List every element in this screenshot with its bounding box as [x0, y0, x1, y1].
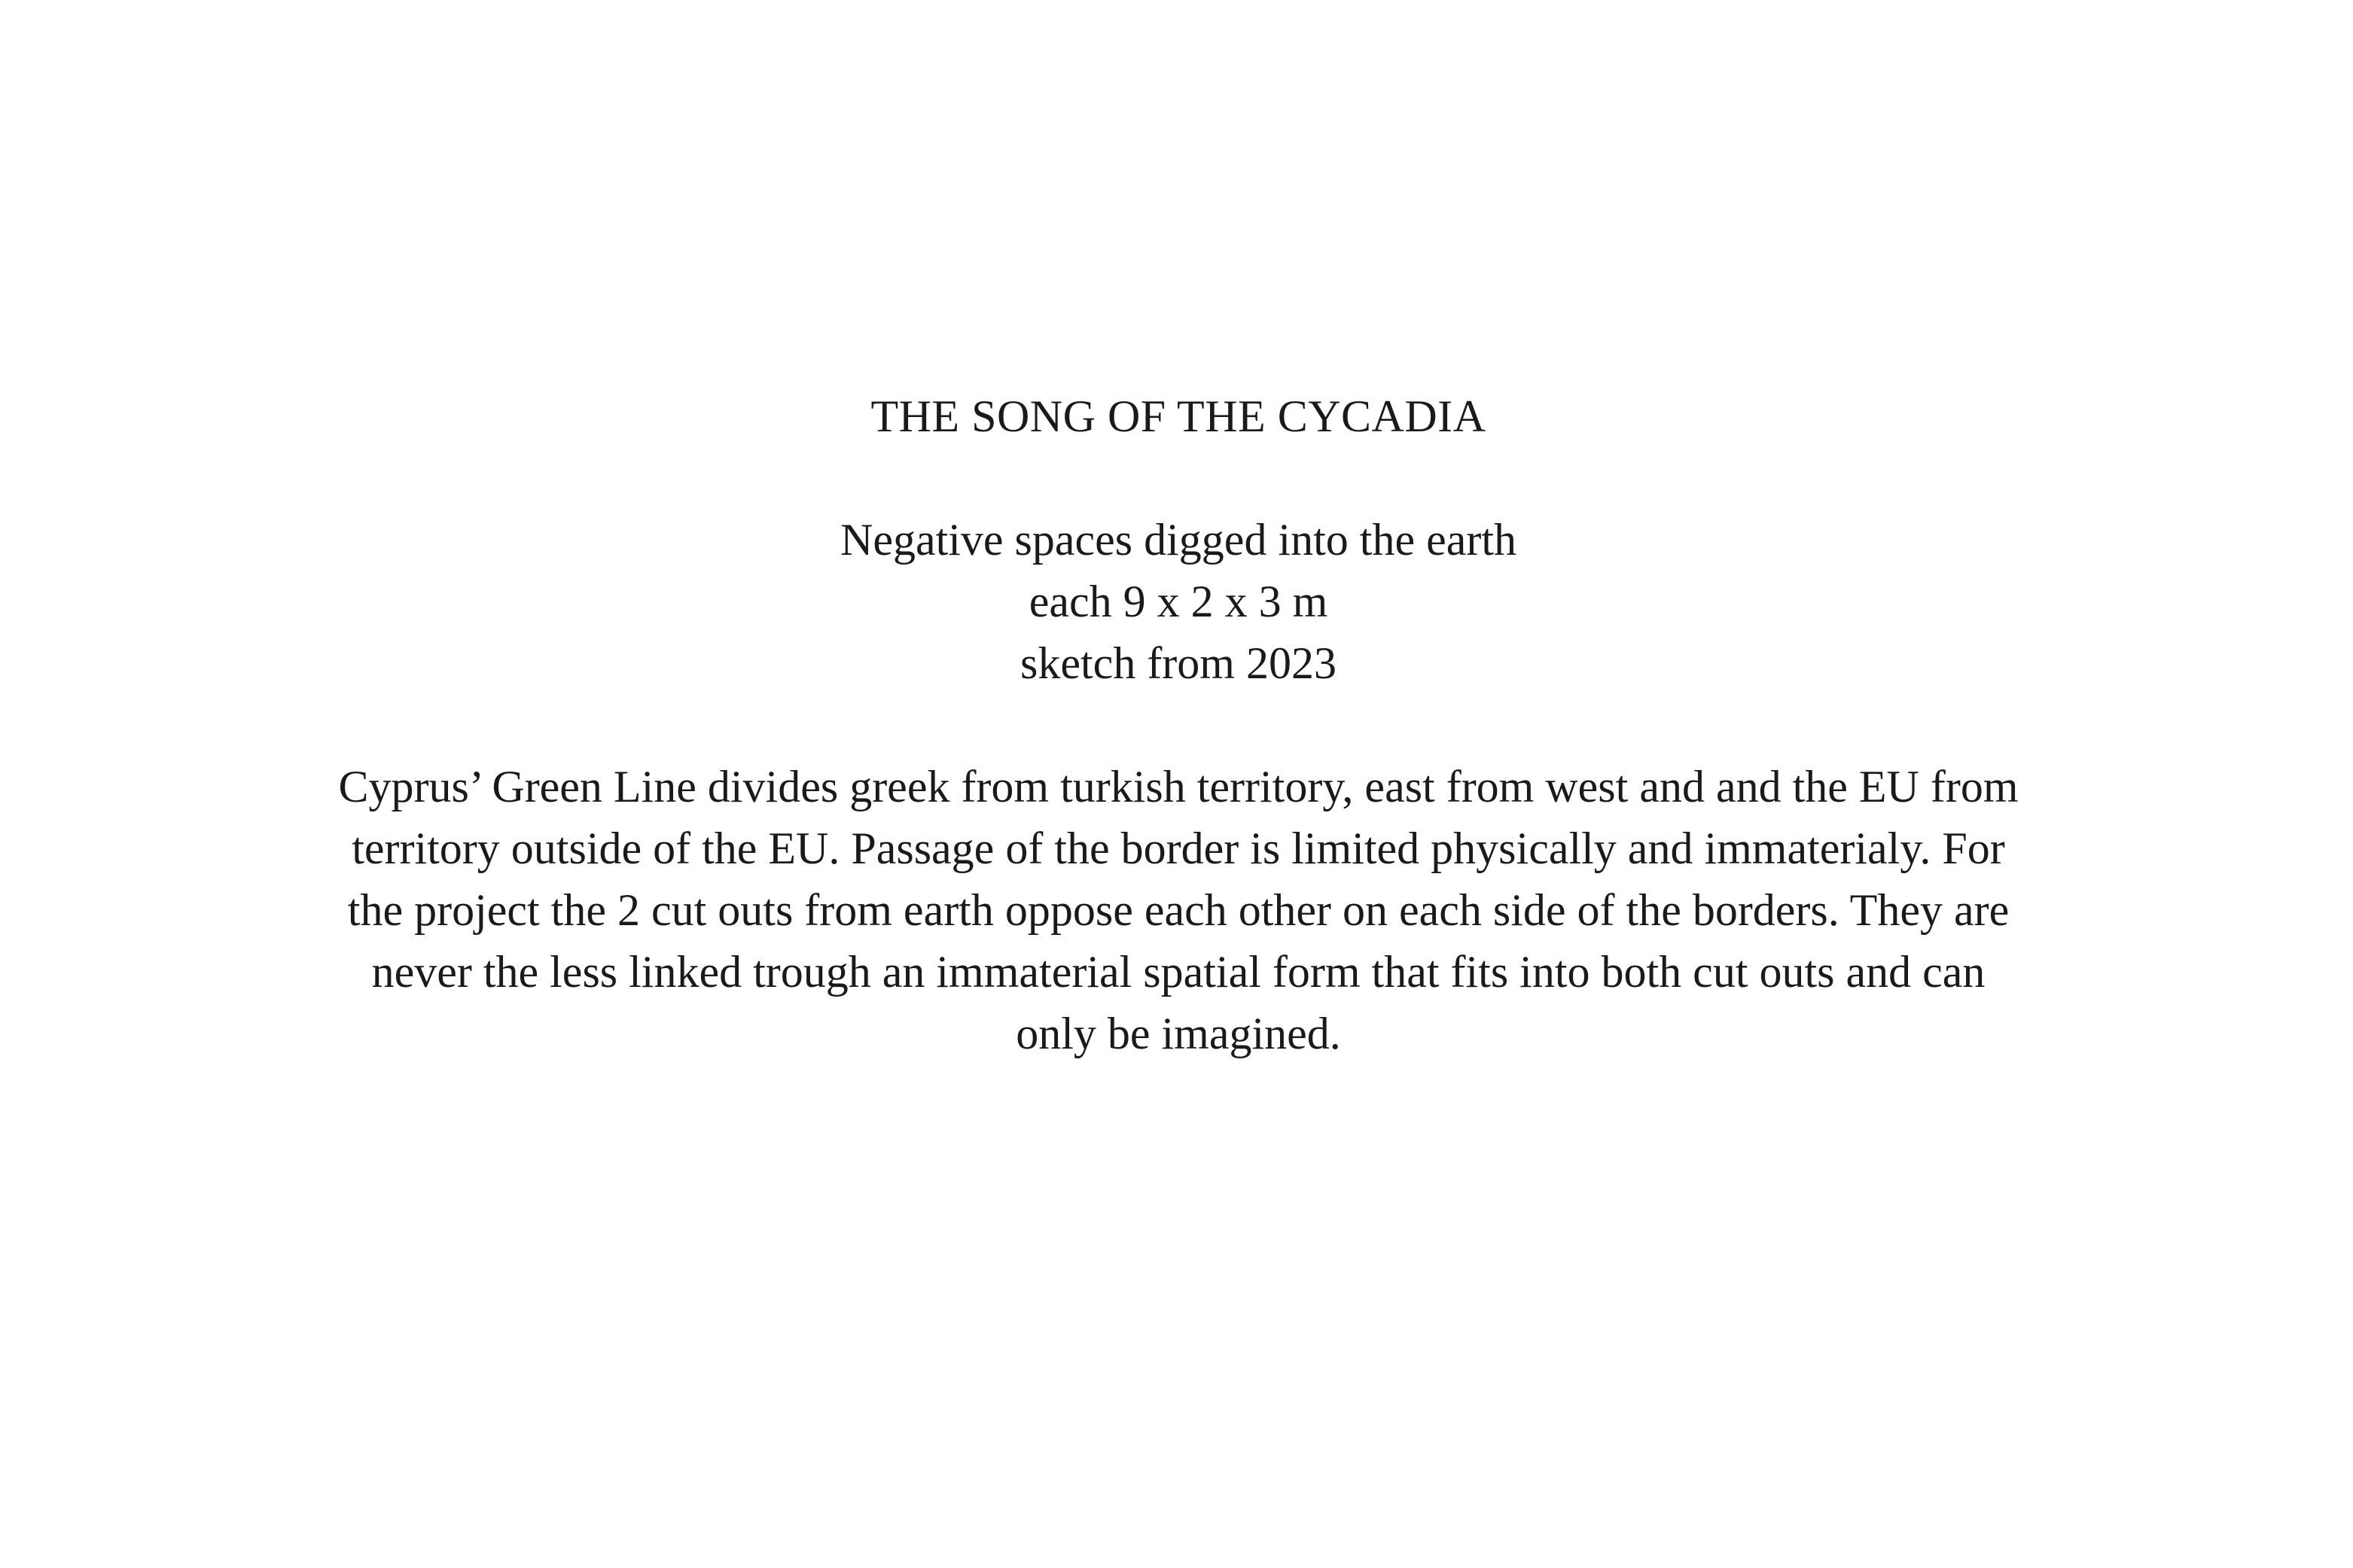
description-line: never the less linked trough an immaterial spatial form that fits into both cut outs and can — [371, 947, 1986, 997]
artwork-date: sketch from 2023 — [1020, 638, 1337, 688]
artwork-title: THE SONG OF THE CYCADIA — [870, 391, 1486, 441]
artwork-description — [286, 756, 2071, 1064]
artwork-details — [286, 509, 2071, 694]
artwork-medium: Negative spaces digged into the earth — [840, 515, 1516, 565]
description-line: the project the 2 cut outs from earth oppose each other on each side of the borders. They are — [347, 885, 2010, 935]
description-line: only be imagined. — [1016, 1009, 1341, 1058]
artwork-dimensions: each 9 x 2 x 3 m — [1029, 577, 1328, 626]
description-line: Cyprus’ Green Line divides greek from turkish territory, east from west and and the EU from — [338, 762, 2019, 811]
description-line: territory outside of the EU. Passage of the border is limited physically and immaterialy. For — [352, 824, 2005, 873]
